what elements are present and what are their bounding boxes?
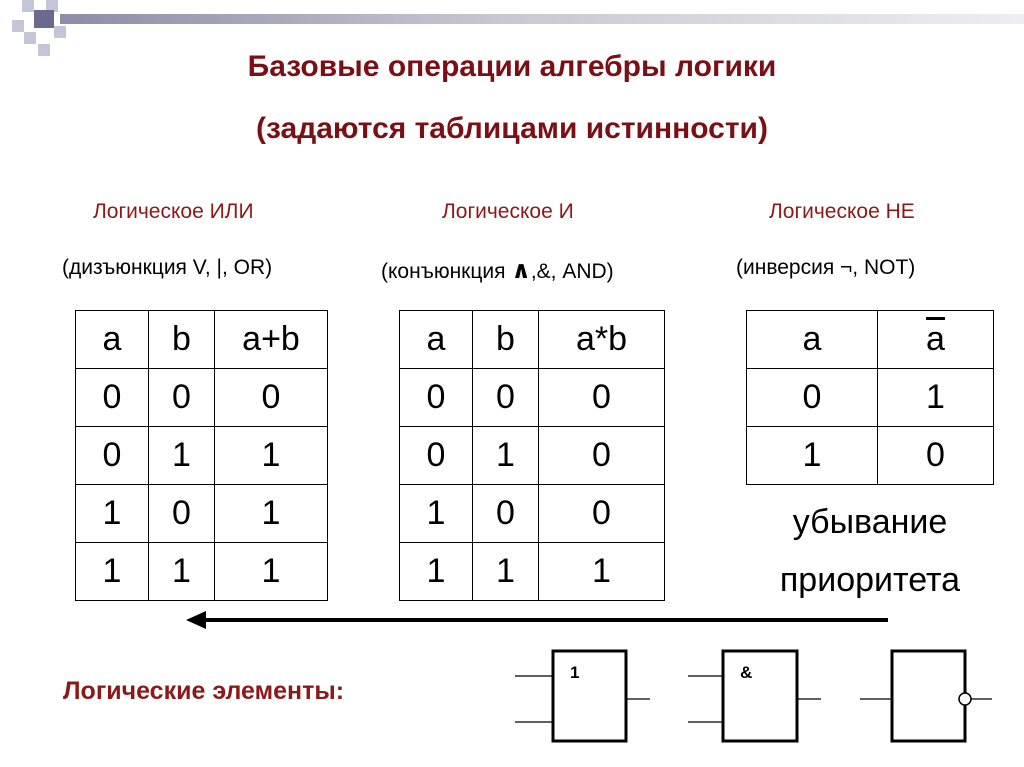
not-truth-table: [746, 310, 994, 485]
deco-square: [34, 10, 54, 28]
table-row: [400, 369, 665, 427]
table-cell: 0: [215, 369, 328, 427]
table-cell: 0: [149, 485, 215, 543]
and-subtitle-prefix: (конъюнкция: [381, 260, 512, 283]
table-cell: 1: [473, 427, 539, 485]
table-row: [747, 369, 994, 427]
and-gate-symbol: &: [740, 663, 753, 682]
priority-arrow-icon: [180, 602, 895, 638]
decorative-bar: [60, 14, 1024, 24]
table-header-row: [747, 311, 994, 369]
table-cell: 0: [878, 427, 994, 485]
table-cell: 1: [149, 427, 215, 485]
table-cell: 0: [400, 427, 473, 485]
table-row: [747, 427, 994, 485]
and-truth-table: [399, 310, 665, 601]
or-truth-table: [75, 310, 328, 601]
table-row: [400, 427, 665, 485]
table-cell: 1: [215, 485, 328, 543]
deco-square: [54, 26, 66, 38]
table-cell: a: [400, 311, 473, 369]
deco-square: [24, 32, 36, 44]
table-cell: 1: [878, 369, 994, 427]
table-cell: 1: [400, 485, 473, 543]
table-cell: a+b: [215, 311, 328, 369]
table-cell: b: [149, 311, 215, 369]
table-cell: 1: [76, 485, 149, 543]
table-cell: a: [747, 311, 878, 369]
and-subtitle-suffix: ,&, AND): [530, 260, 614, 283]
table-cell: 0: [473, 369, 539, 427]
table-cell: 0: [76, 427, 149, 485]
and-subtitle: [381, 256, 614, 285]
table-cell: 1: [149, 543, 215, 601]
priority-label-line1: убывание: [792, 503, 948, 541]
table-cell: 1: [215, 427, 328, 485]
table-cell: 0: [539, 369, 665, 427]
table-cell: 1: [539, 543, 665, 601]
table-cell: a*b: [539, 311, 665, 369]
or-heading: Логическое ИЛИ: [93, 200, 254, 223]
table-row: [76, 369, 328, 427]
table-cell: 1: [747, 427, 878, 485]
or-gate-icon: [515, 648, 655, 744]
not-gate-icon: [860, 648, 995, 744]
table-row: [76, 427, 328, 485]
table-cell: 0: [76, 369, 149, 427]
wedge-symbol: ∧: [511, 257, 531, 284]
table-cell: 0: [539, 485, 665, 543]
deco-square: [12, 20, 24, 32]
table-cell: 1: [400, 543, 473, 601]
table-cell: [878, 311, 994, 369]
logic-elements-label: Логические элементы:: [63, 677, 345, 705]
table-row: [76, 543, 328, 601]
table-cell: b: [473, 311, 539, 369]
or-gate-symbol: 1: [570, 663, 580, 682]
table-row: [400, 485, 665, 543]
priority-label-line2: приоритета: [779, 561, 961, 599]
table-cell: 1: [473, 543, 539, 601]
table-row: [76, 485, 328, 543]
page-subtitle: (задаются таблицами истинности): [256, 112, 768, 145]
a-overbar: $\overline{a}$: [926, 320, 945, 358]
table-cell: 1: [215, 543, 328, 601]
page-title: Базовые операции алгебры логики: [247, 50, 777, 83]
and-gate-icon: [688, 648, 828, 744]
or-subtitle: (дизъюнкция V, |, OR): [62, 256, 273, 279]
not-heading: Логическое НЕ: [769, 200, 915, 223]
table-cell: 0: [539, 427, 665, 485]
table-cell: 0: [400, 369, 473, 427]
table-cell: 0: [747, 369, 878, 427]
table-cell: 0: [149, 369, 215, 427]
table-header-row: [76, 311, 328, 369]
table-header-row: [400, 311, 665, 369]
deco-square: [22, 0, 34, 12]
and-heading: Логическое И: [442, 200, 574, 223]
table-cell: 0: [473, 485, 539, 543]
table-row: [400, 543, 665, 601]
table-cell: a: [76, 311, 149, 369]
table-cell: 1: [76, 543, 149, 601]
not-subtitle: (инверсия ¬, NOT): [736, 256, 916, 279]
